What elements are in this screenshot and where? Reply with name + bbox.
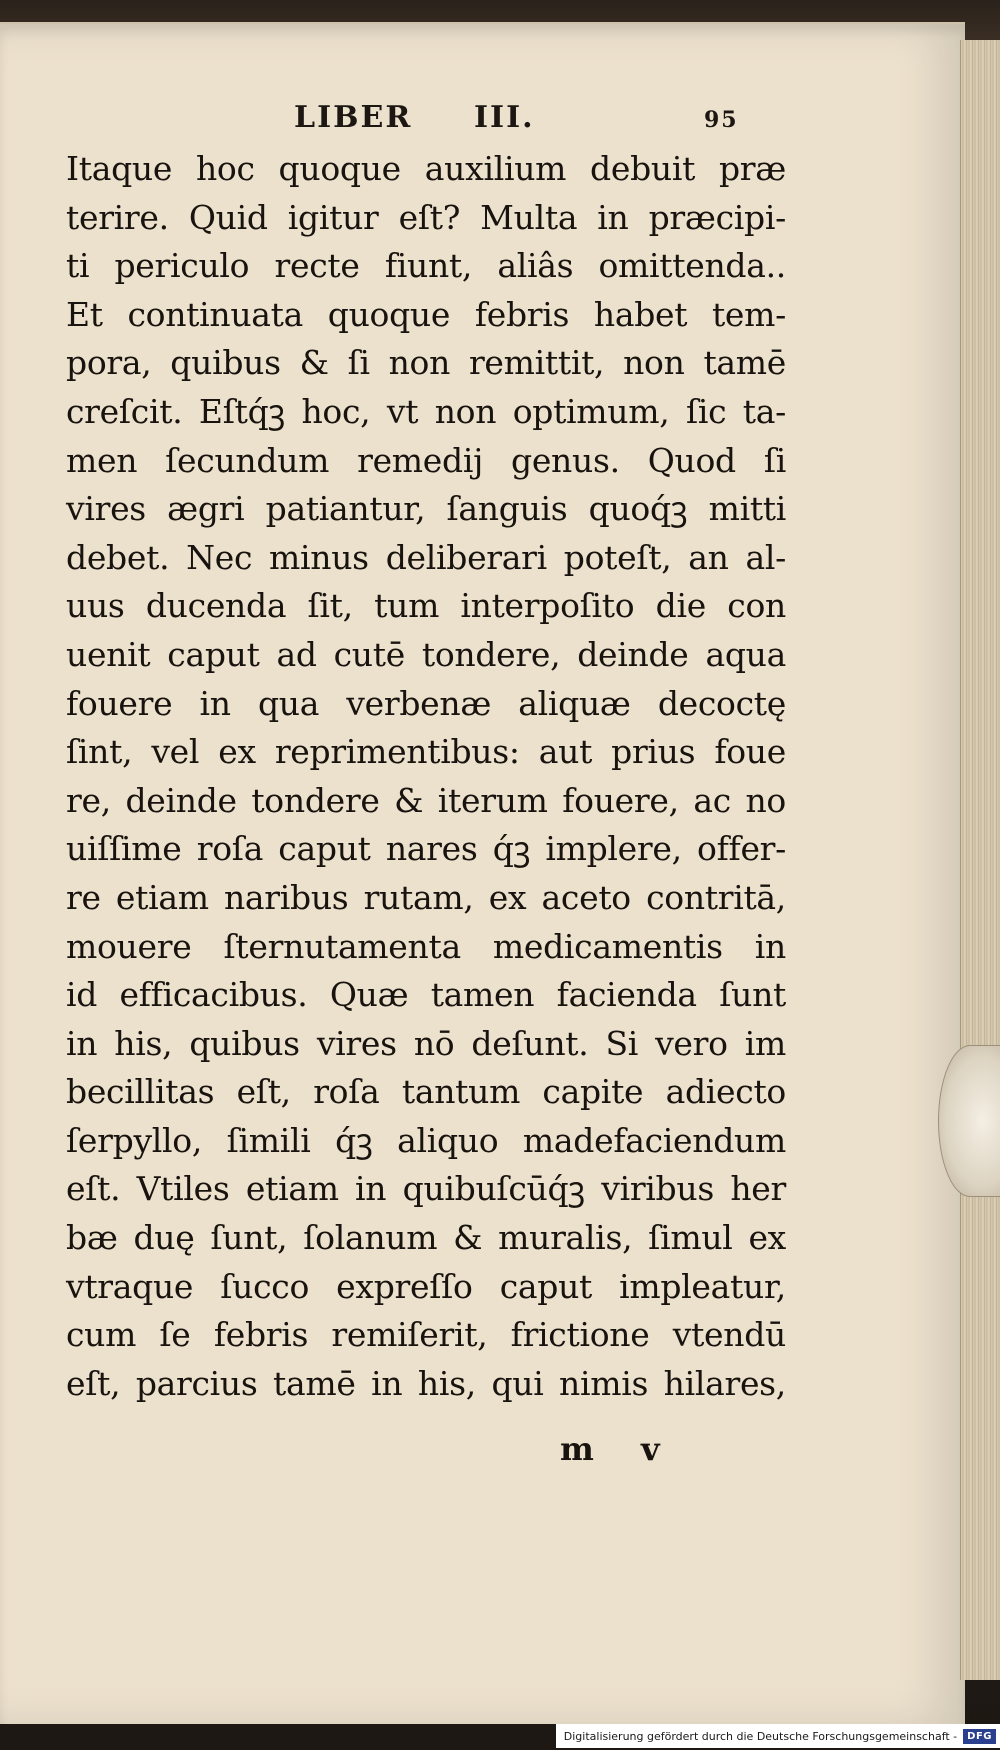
- body-text: [66, 145, 786, 1408]
- text-line: mouere ſternutamenta medicamentis in: [66, 926, 786, 966]
- text-line: fouere in qua verbenæ aliquæ decoctę: [66, 683, 786, 723]
- text-line: ſerpyllo, ſimili q́ꝫ aliquo madefaciendum: [66, 1120, 786, 1160]
- page-header: [294, 100, 774, 140]
- page-clip: [938, 1045, 1000, 1197]
- text-line: creſcit. Eſtq́ꝫ hoc, vt non optimum, ſic ta-: [66, 391, 786, 431]
- folio-number: 95: [704, 107, 739, 133]
- text-line: vtraque ſucco expreſſo caput impleatur,: [66, 1266, 786, 1306]
- text-line: Itaque hoc quoque auxilium debuit præ: [66, 149, 786, 188]
- text-line: bæ duę ſunt, ſolanum & muralis, ſimul ex: [66, 1218, 786, 1258]
- text-line: eſt. Vtiles etiam in quibuſcūq́ꝫ viribus her: [66, 1169, 786, 1209]
- text-line: uenit caput ad cutē tondere, deinde aqua: [66, 634, 786, 674]
- page-edges: [960, 40, 1000, 1680]
- text-line: eſt, parcius tamē in his, qui nimis hilares,: [66, 1363, 786, 1403]
- running-title: LIBER: [294, 100, 413, 135]
- text-line: becillitas eſt, roſa tantum capite adiecto: [66, 1072, 786, 1112]
- text-line: pora, quibus & ſi non remittit, non tamē: [66, 343, 786, 383]
- text-line: vires ægri patiantur, ſanguis quoq́ꝫ mitti: [66, 489, 786, 529]
- text-line: ti periculo recte fiunt, aliâs omittenda..: [66, 246, 786, 286]
- digitization-credit: [556, 1724, 1000, 1748]
- text-line: terire. Quid igitur eſt? Multa in præcipi-: [66, 197, 786, 237]
- text-line: re etiam naribus rutam, ex aceto contritā,: [66, 877, 786, 917]
- text-line: in his, quibus vires nō deſunt. Si vero im: [66, 1023, 786, 1063]
- text-line: ſint, vel ex reprimentibus: aut prius foue: [66, 732, 786, 772]
- chapter-number: III.: [474, 100, 535, 135]
- text-line: Et continuata quoque febris habet tem-: [66, 294, 786, 334]
- text-line: uus ducenda ſit, tum interpoſito die con: [66, 586, 786, 626]
- text-line: re, deinde tondere & iterum fouere, ac no: [66, 780, 786, 820]
- text-line: uiſſime roſa caput nares q́ꝫ implere, offer-: [66, 829, 786, 869]
- text-line: cum ſe febris remiſerit, frictione vtendū: [66, 1315, 786, 1355]
- text-line: men ſecundum remedij genus. Quod ſi: [66, 440, 786, 480]
- credit-text: Digitalisierung gefördert durch die Deutsche Forschungsgemeinschaft -: [563, 1729, 958, 1743]
- text-line: debet. Nec minus deliberari poteſt, an al-: [66, 537, 786, 577]
- dfg-logo: DFG: [963, 1729, 996, 1744]
- signature-mark: m v: [560, 1430, 678, 1468]
- text-line: id efficacibus. Quæ tamen facienda ſunt: [66, 975, 786, 1015]
